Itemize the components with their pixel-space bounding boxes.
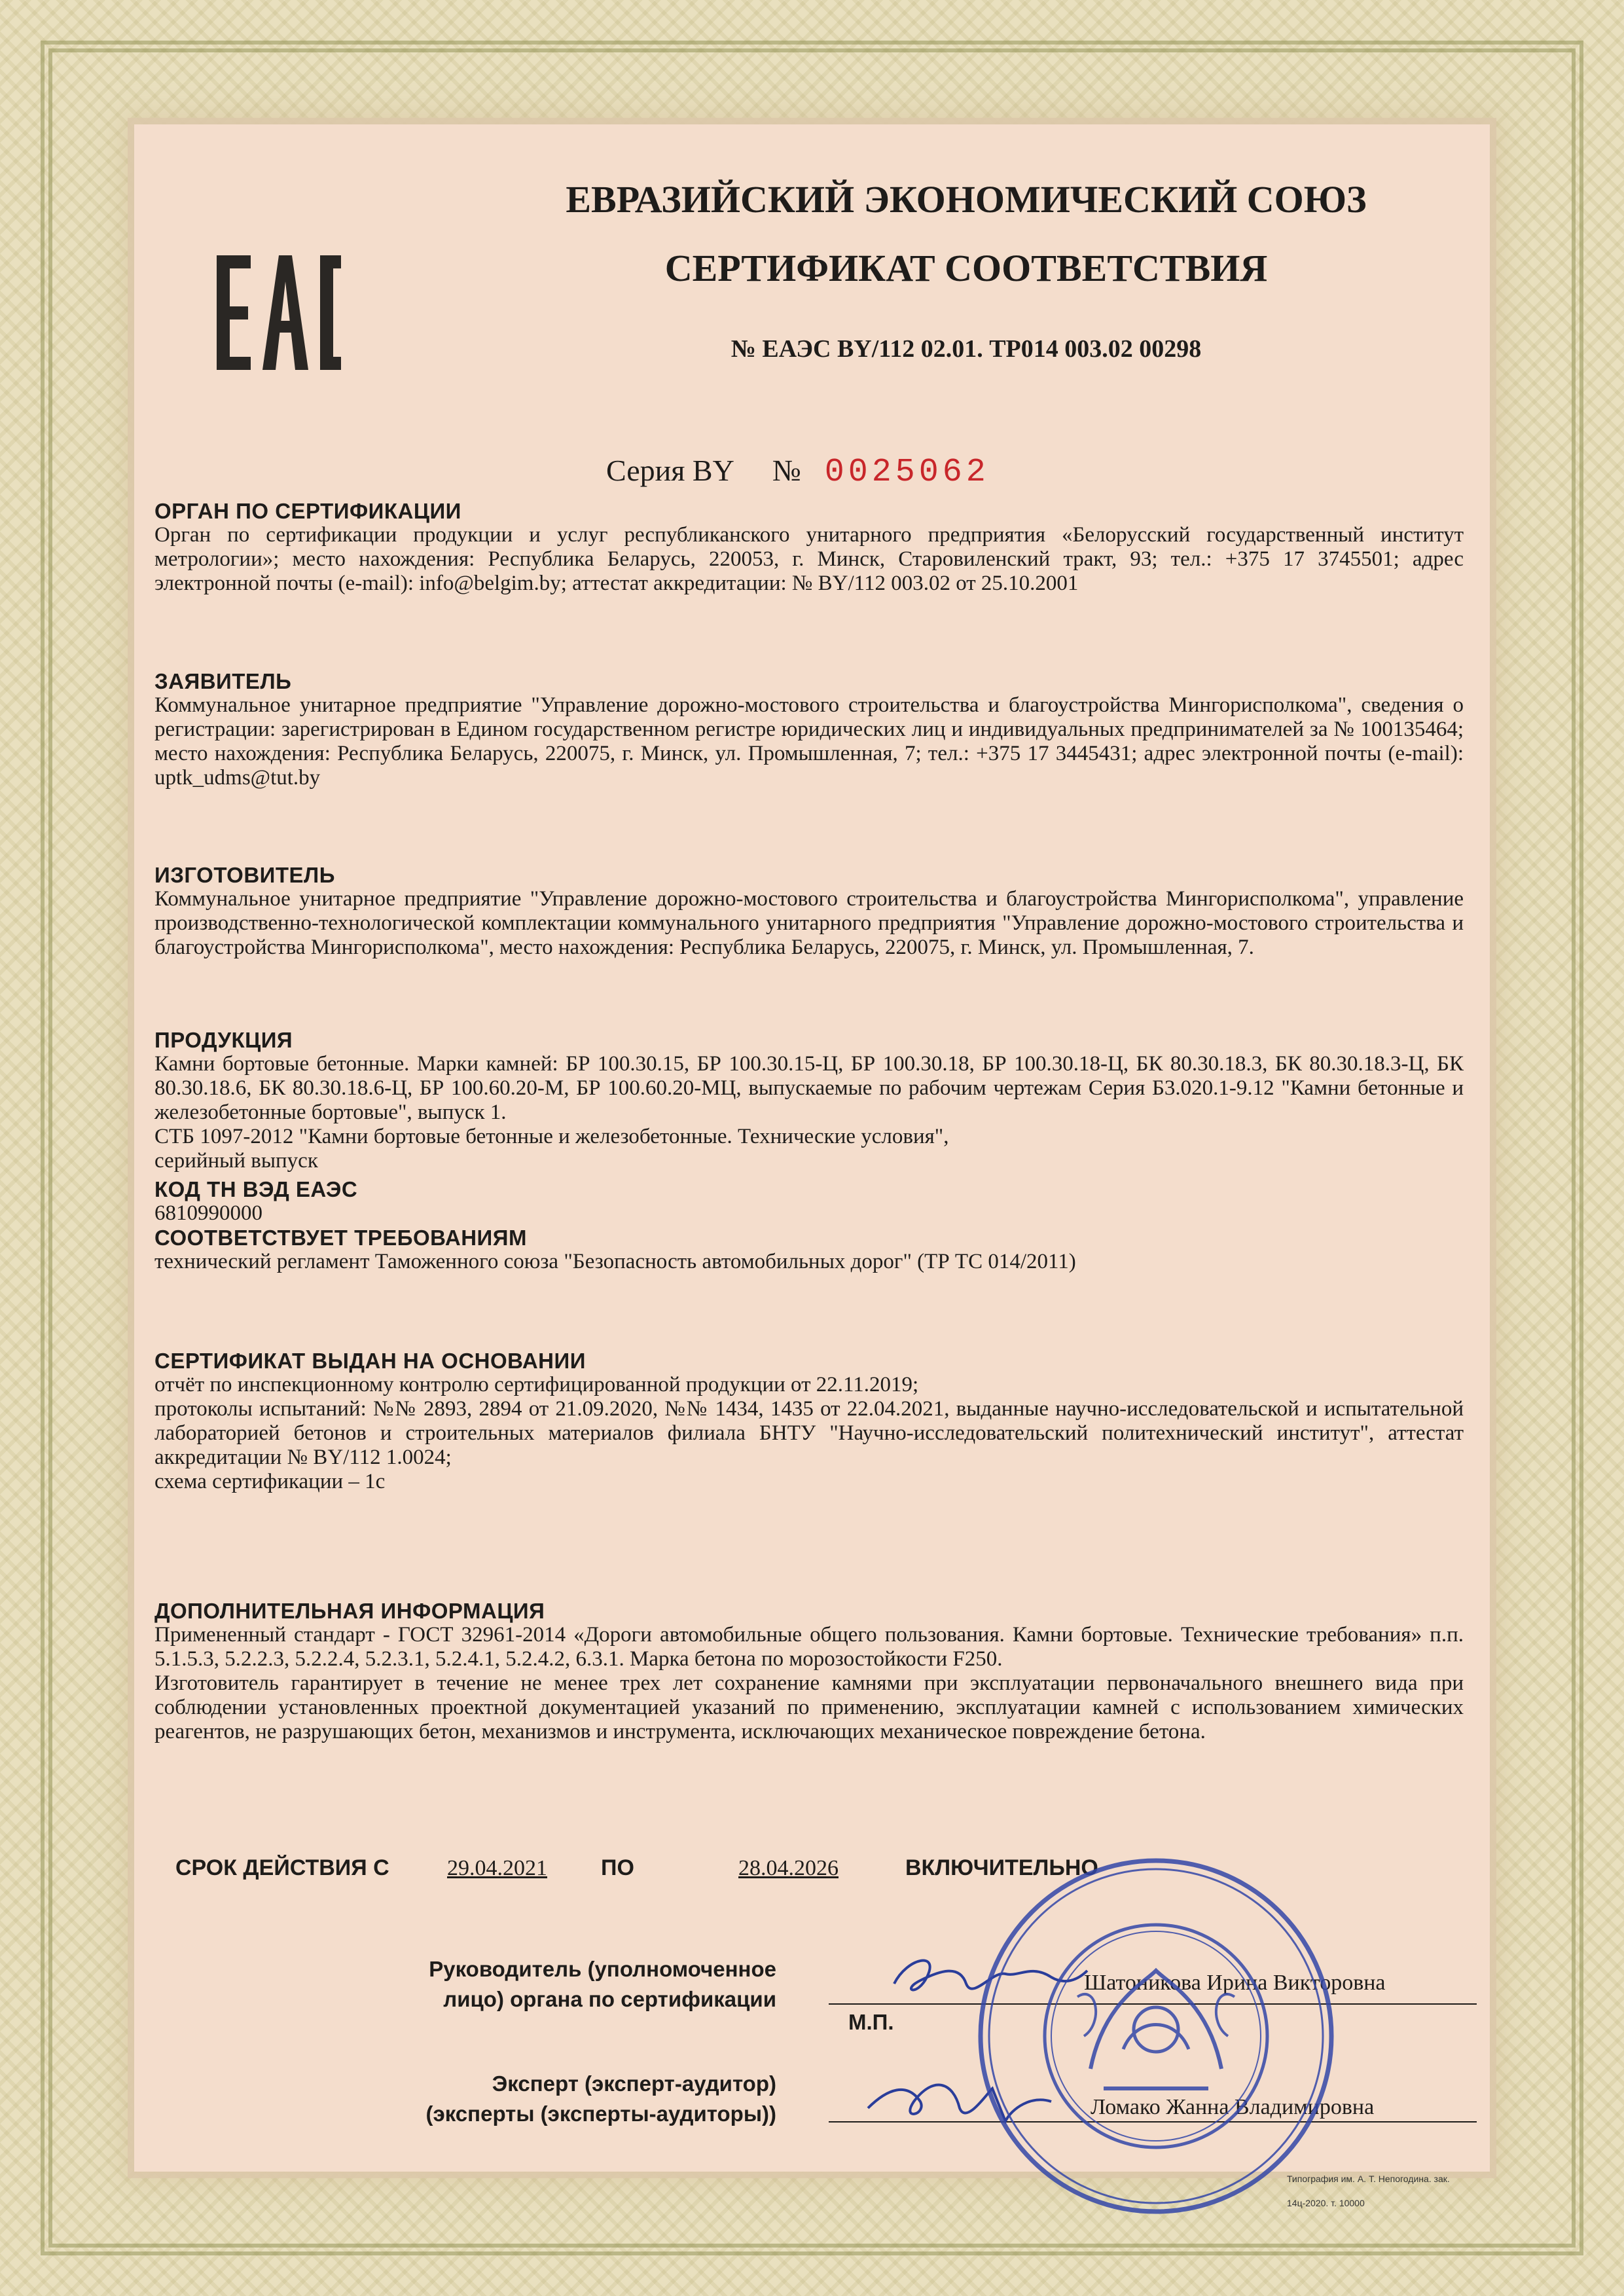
union-title: ЕВРАЗИЙСКИЙ ЭКОНОМИЧЕСКИЙ СОЮЗ bbox=[566, 178, 1367, 221]
section-text: Камни бортовые бетонные. Марки камней: БР 100.30.15, БР 100.30.15-Ц, БР 100.30.18, БР 100.30.18-Ц, БК 80.30.18.3, БК 80.30.18.3-Ц, БК 80.30.18.6, БК 80.30.18.6-Ц, БР 100.60.20-М, БР 100.60.20-МЦ, выпускаемые по рабочим чертежам Серия Б3.020.1-9.12 "Камни бетонные и железобетонные бортовые", выпуск 1. bbox=[154, 1052, 1464, 1124]
certificate-title: СЕРТИФИКАТ СООТВЕТСТВИЯ bbox=[664, 247, 1268, 289]
head-label-line: Руководитель (уполномоченное bbox=[429, 1957, 776, 1981]
section-title: ДОПОЛНИТЕЛЬНАЯ ИНФОРМАЦИЯ bbox=[154, 1599, 545, 1623]
section-line: серийный выпуск bbox=[154, 1149, 318, 1173]
validity-to-label: ПО bbox=[601, 1855, 634, 1880]
section-text: 6810990000 bbox=[154, 1201, 262, 1225]
series-number: 0025062 bbox=[824, 454, 990, 491]
series-no-sign: № bbox=[772, 454, 801, 487]
expert-label-line: (эксперты (эксперты-аудиторы)) bbox=[425, 2102, 776, 2126]
section-text: Изготовитель гарантирует в течение не менее трех лет сохранение камнями при эксплуатации первоначального внешнего вида при соблюдении установленных проектной документацией указаний по применению, эксплуатации камней с использованием химических реагентов, не разрушающих бетон, механизмов и инструмента, исключающих механическое повреждение бетона. bbox=[154, 1671, 1464, 1743]
section-title: СЕРТИФИКАТ ВЫДАН НА ОСНОВАНИИ bbox=[154, 1349, 586, 1373]
section-title: ЗАЯВИТЕЛЬ bbox=[154, 669, 292, 693]
validity-inclusive: ВКЛЮЧИТЕЛЬНО bbox=[905, 1855, 1098, 1880]
section-line: СТБ 1097-2012 "Камни бортовые бетонные и железобетонные. Технические условия", bbox=[154, 1125, 949, 1148]
section-text: Примененный стандарт - ГОСТ 32961-2014 «Дороги автомобильные общего пользования. Камни бортовые. Технические требования» п.п. 5.1.5.3, 5.2.2.3, 5.2.2.4, 5.2.3.1, 5.2.4.1, 5.2.4.2, 6.3.1. Марка бетона по морозостойкости F250. bbox=[154, 1623, 1464, 1671]
head-label bbox=[246, 1954, 776, 2014]
section-organ bbox=[154, 499, 1464, 596]
section-product bbox=[154, 1028, 1464, 1173]
section-conforms bbox=[154, 1226, 1464, 1274]
validity-from-label: СРОК ДЕЙСТВИЯ С bbox=[175, 1855, 389, 1880]
section-text: технический регламент Таможенного союза "Безопасность автомобильных дорог" (ТР ТС 014/2011) bbox=[154, 1250, 1076, 1273]
series-label: Серия BY bbox=[606, 454, 734, 487]
section-code bbox=[154, 1177, 1464, 1226]
head-name: Шатоникова Ирина Викторовна bbox=[1084, 1971, 1386, 1995]
section-line: схема сертификации – 1с bbox=[154, 1470, 386, 1493]
section-title: ОРГАН ПО СЕРТИФИКАЦИИ bbox=[154, 499, 461, 523]
section-title: ПРОДУКЦИЯ bbox=[154, 1028, 293, 1052]
head-label-line: лицо) органа по сертификации bbox=[443, 1987, 776, 2011]
eac-logo bbox=[217, 255, 341, 370]
section-title: СООТВЕТСТВУЕТ ТРЕБОВАНИЯМ bbox=[154, 1226, 527, 1250]
section-text: Коммунальное унитарное предприятие "Управление дорожно-мостового строительства и благоустройства Мингорисполкома", управление производственно-технологической комплектации коммунального унитарного предприятия "Управление дорожно-мостового строительства и благоустройства Мингорисполкома", место нахождения: Республика Беларусь, 220075, г. Минск, ул. Промышленная, 7. bbox=[154, 887, 1464, 959]
section-manufacturer bbox=[154, 863, 1464, 960]
section-text: Коммунальное унитарное предприятие "Управление дорожно-мостового строительства и благоустройства Мингорисполкома", сведения о регистрации: зарегистрирован в Едином государственном регистре юридических лиц и индивидуальных предпринимателей за № 100135464; место нахождения: Республика Беларусь, 220075, г. Минск, ул. Промышленная, 7; тел.: +375 17 3445431; адрес электронной почты (e-mail): uptk_udms@tut.by bbox=[154, 693, 1464, 790]
printer-imprint: Типография им. А. Т. Непогодина. зак. 14ц-2020. т. 10000 bbox=[1287, 2174, 1450, 2208]
official-stamp bbox=[973, 1853, 1339, 2219]
certificate-number: № ЕАЭС BY/112 02.01. ТР014 003.02 00298 bbox=[731, 335, 1202, 363]
expert-label bbox=[181, 2069, 776, 2129]
validity-from-date: 29.04.2021 bbox=[447, 1856, 547, 1880]
section-basis bbox=[154, 1349, 1464, 1494]
series-line bbox=[606, 454, 990, 491]
section-additional bbox=[154, 1599, 1464, 1744]
expert-label-line: Эксперт (эксперт-аудитор) bbox=[492, 2071, 776, 2096]
section-title: КОД ТН ВЭД ЕАЭС bbox=[154, 1177, 358, 1201]
section-applicant bbox=[154, 669, 1464, 790]
section-line: отчёт по инспекционному контролю сертифицированной продукции от 22.11.2019; bbox=[154, 1373, 919, 1396]
stamp-place-mark: М.П. bbox=[848, 2010, 894, 2034]
expert-name: Ломако Жанна Владимировна bbox=[1091, 2095, 1375, 2119]
section-line: протоколы испытаний: №№ 2893, 2894 от 21.09.2020, №№ 1434, 1435 от 22.04.2021, выданные научно-исследовательской и испытательной лабораторией бетонов и строительных материалов филиала БНТУ "Научно-исследовательский политехнический институт", аттестат аккредитации № BY/112 1.0024; bbox=[154, 1397, 1464, 1469]
section-text: Орган по сертификации продукции и услуг республиканского унитарного предприятия «Белорусский государственный институт метрологии»; место нахождения: Республика Беларусь, 220053, г. Минск, Старовиленский тракт, 93; тел.: +375 17 3745501; адрес электронной почты (e-mail): info@belgim.by; аттестат аккредитации: № BY/112 003.02 от 25.10.2001 bbox=[154, 523, 1464, 595]
section-title: ИЗГОТОВИТЕЛЬ bbox=[154, 863, 335, 887]
validity-to-date: 28.04.2026 bbox=[738, 1856, 839, 1880]
